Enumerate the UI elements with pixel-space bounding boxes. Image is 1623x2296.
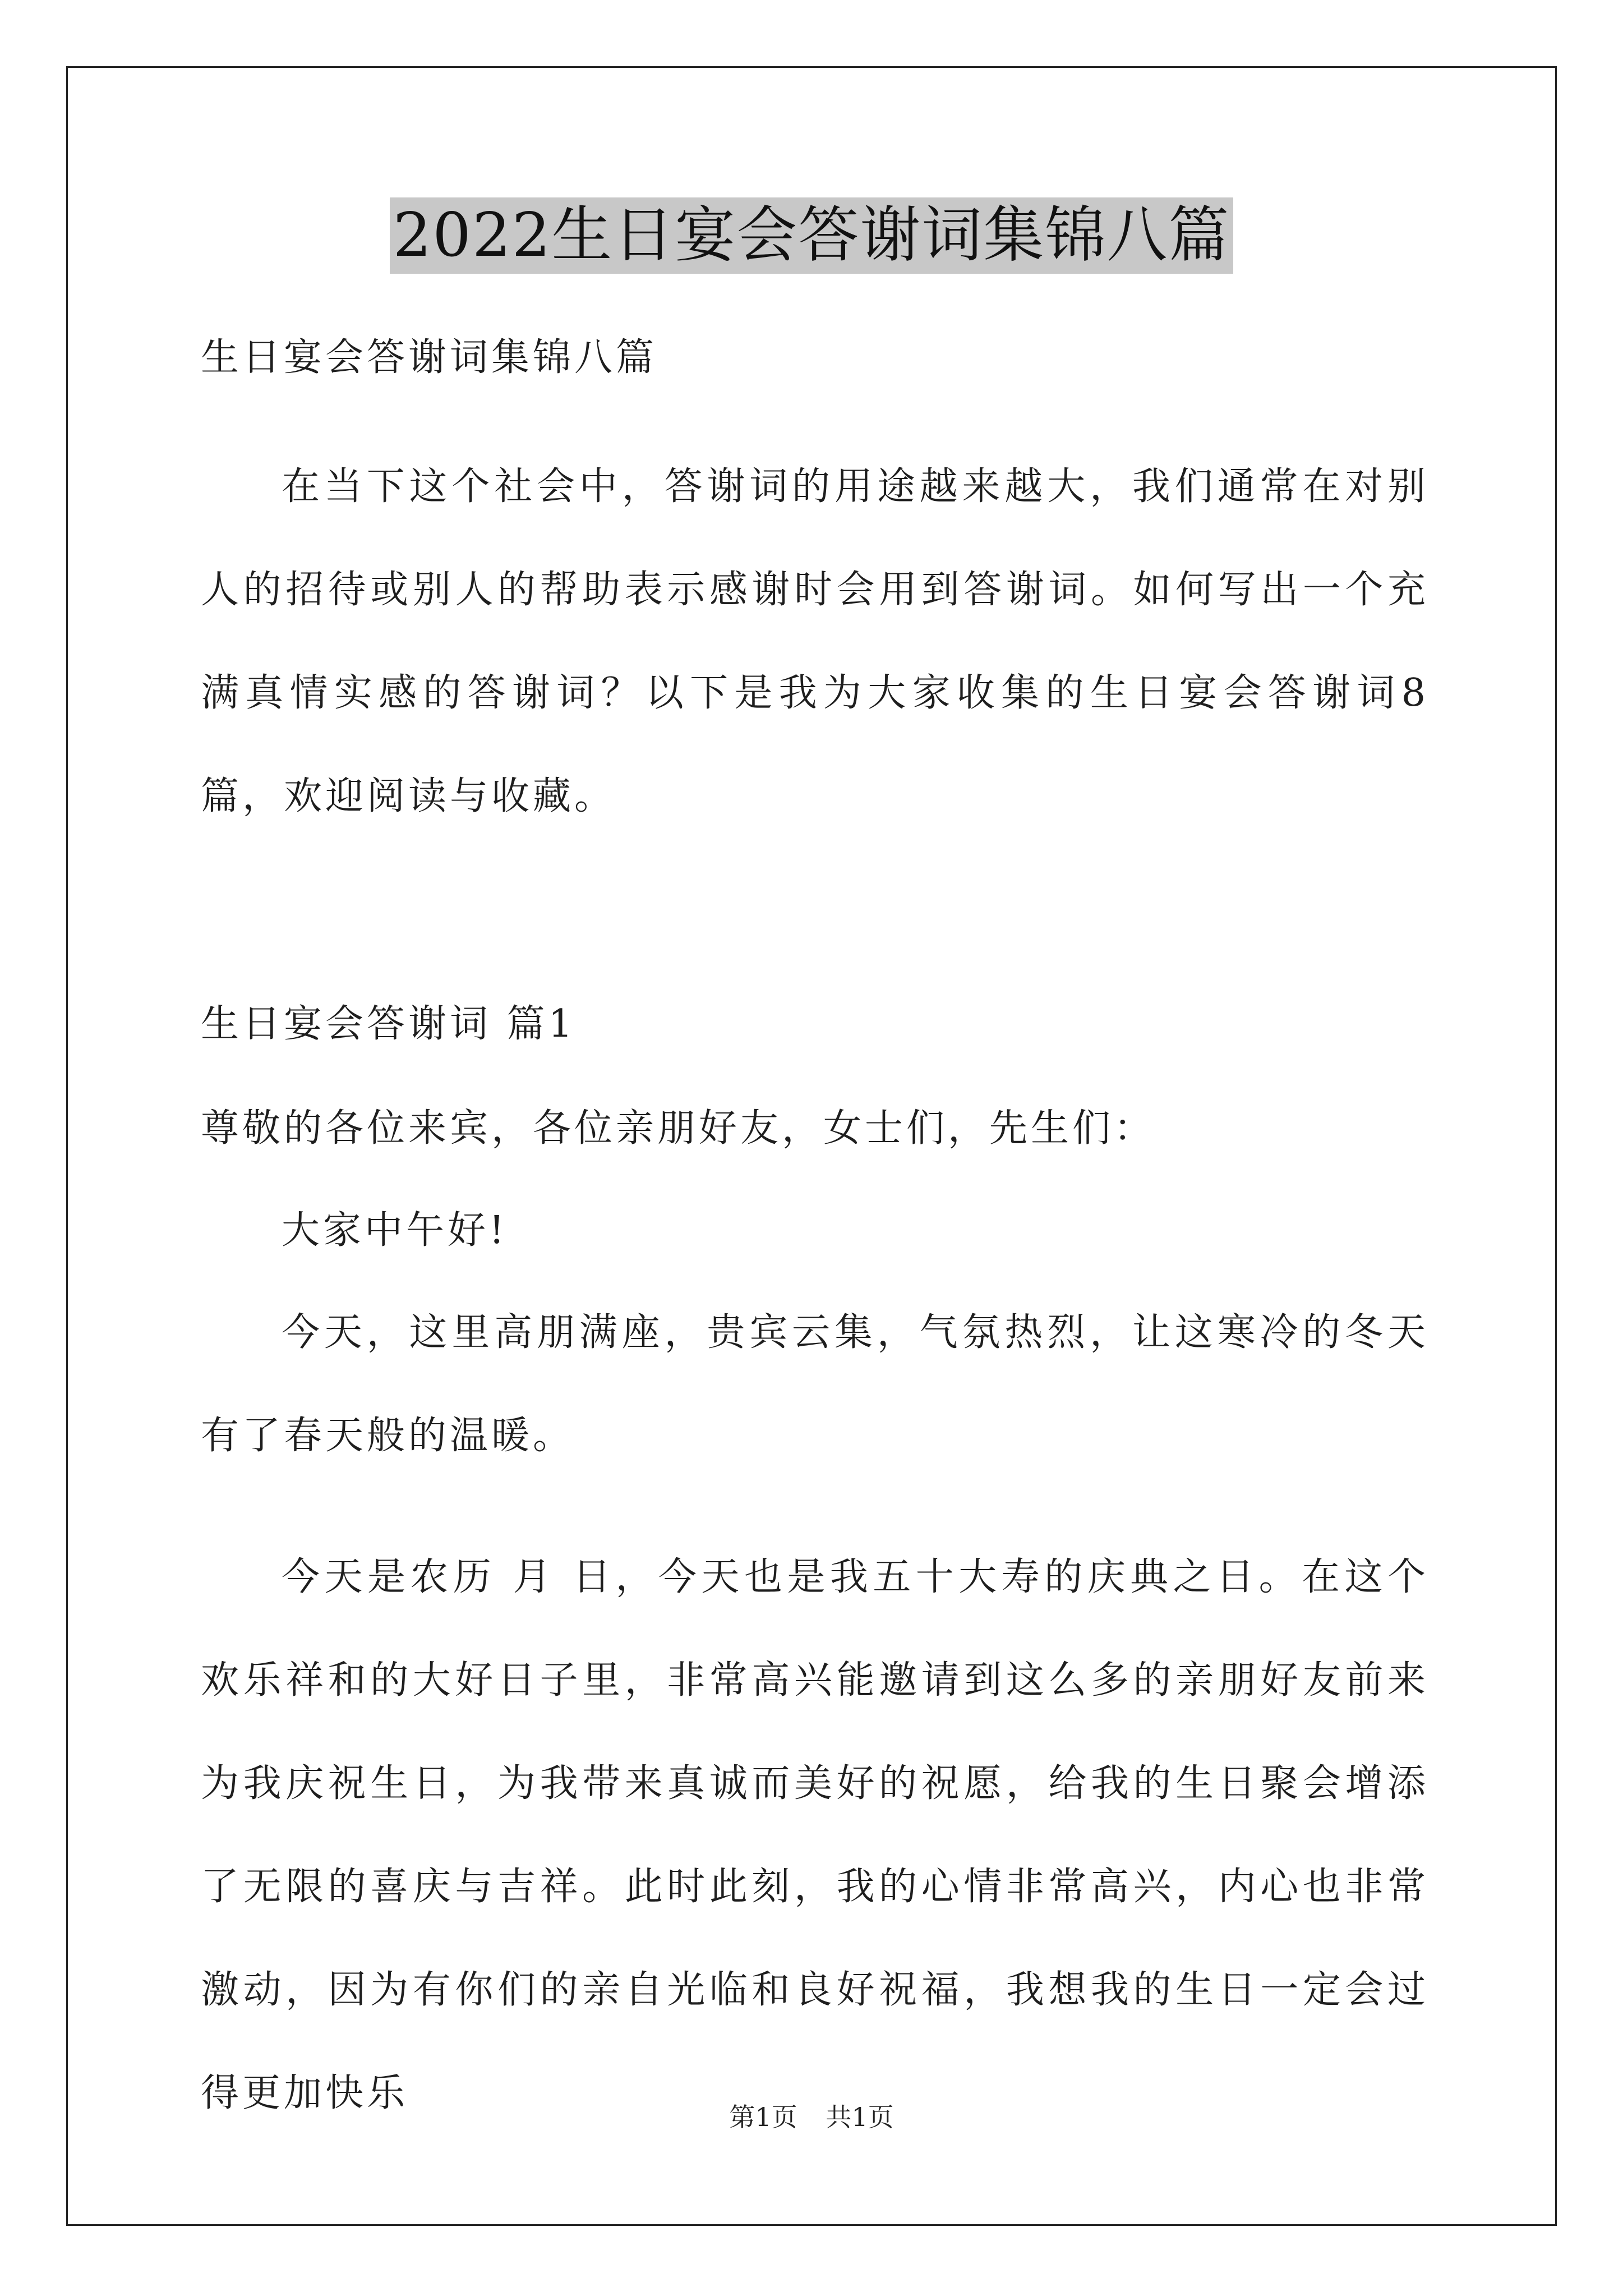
paragraph-1: 今天，这里高朋满座，贵宾云集，气氛热烈，让这寒冷的冬天有了春天般的温暖。 bbox=[201, 1310, 1429, 1458]
salutation: 尊敬的各位来宾，各位亲朋好友，女士们，先生们： bbox=[201, 1106, 1156, 1151]
paragraph-2: 今天是农历 月 日，今天也是我五十大寿的庆典之日。在这个欢乐祥和的大好日子里，非常高兴能邀请到这么多的亲朋好友前来为我庆祝生日，为我带来真诚而美好的祝愿，给我的生日聚会增添了无限的喜庆与吉祥。此时此刻，我的心情非常高兴，内心也非常激动，因为有你们的亲自光临和良好祝福，我想我的生日一定会过得更加快乐 bbox=[201, 1555, 1429, 2115]
page-number: 第1页 bbox=[729, 2102, 797, 2132]
intro-paragraph: 在当下这个社会中，答谢词的用途越来越大，我们通常在对别人的招待或别人的帮助表示感谢时会用到答谢词。如何写出一个充满真情实感的答谢词？以下是我为大家收集的生日宴会答谢词8篇，欢迎阅读与收藏。 bbox=[201, 464, 1429, 818]
section-heading: 生日宴会答谢词 篇1 bbox=[201, 1002, 576, 1046]
document-title: 2022生日宴会答谢词集锦八篇 bbox=[390, 197, 1234, 274]
title-container bbox=[0, 197, 1623, 274]
greeting: 大家中午好! bbox=[282, 1208, 508, 1253]
page-footer bbox=[0, 2097, 1623, 2134]
document-subtitle: 生日宴会答谢词集锦八篇 bbox=[201, 335, 658, 380]
page-total: 共1页 bbox=[826, 2102, 894, 2132]
